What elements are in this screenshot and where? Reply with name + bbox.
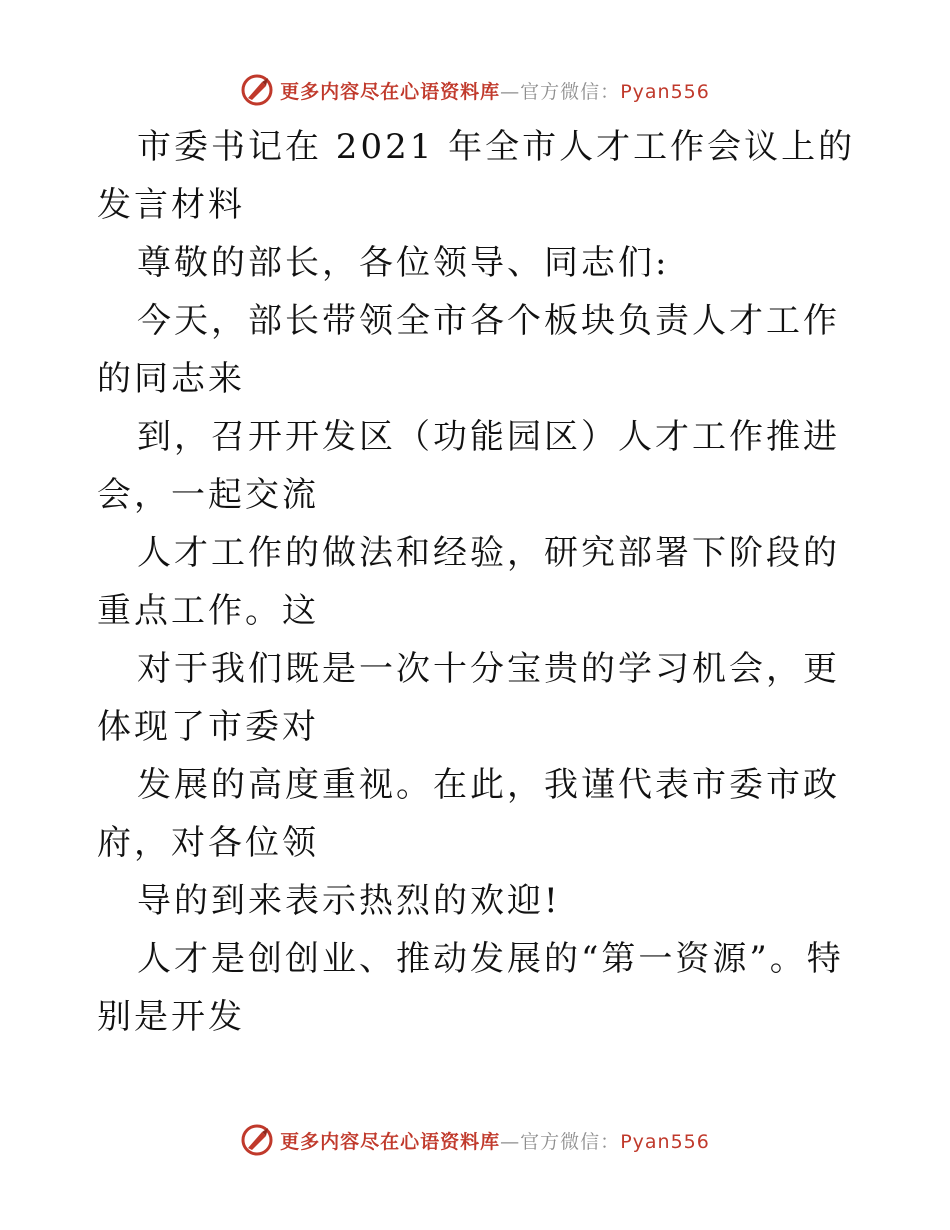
body-paragraph: 发展的高度重视。在此，我谨代表市委市政府，对各位领: [97, 765, 840, 863]
document-title: 市委书记在 2021 年全市人才工作会议上的发言材料: [97, 127, 856, 225]
quill-seal-icon: [240, 73, 274, 107]
header-watermark-banner: [0, 70, 950, 110]
footer-watermark-banner: [0, 1120, 950, 1160]
body-paragraph: 导的到来表示热烈的欢迎!: [137, 881, 561, 921]
body-paragraph: 人才是创创业、推动发展的“第一资源”。特别是开发: [97, 939, 844, 1037]
body-paragraph: 对于我们既是一次十分宝贵的学习机会，更体现了市委对: [97, 649, 840, 747]
body-paragraph: 人才工作的做法和经验，研究部署下阶段的重点工作。这: [97, 533, 840, 631]
body-paragraph: 今天，部长带领全市各个板块负责人才工作的同志来: [97, 301, 840, 399]
document-body: [97, 118, 857, 1046]
banner-text: 更多内容尽在心语资料库—官方微信：Pyan556: [280, 80, 710, 103]
salutation: 尊敬的部长，各位领导、同志们:: [137, 243, 670, 283]
quill-seal-icon: [240, 1123, 274, 1157]
body-paragraph: 到，召开开发区（功能园区）人才工作推进会，一起交流: [97, 417, 840, 515]
banner-text: 更多内容尽在心语资料库—官方微信：Pyan556: [280, 1130, 710, 1153]
